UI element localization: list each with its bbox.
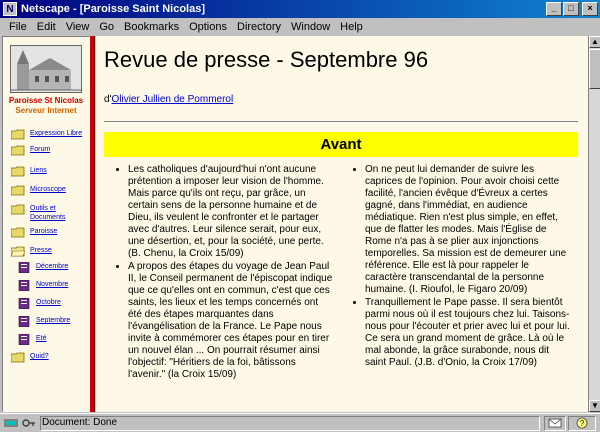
- left-column: [104, 164, 341, 382]
- nav-item-quid[interactable]: [11, 352, 89, 363]
- section-banner: Avant: [104, 132, 578, 157]
- page-title: Revue de presse - Septembre 96: [104, 47, 429, 72]
- progress-icon: [4, 417, 18, 429]
- status-bar: [0, 413, 600, 432]
- window-controls: [546, 2, 598, 16]
- scroll-thumb[interactable]: [589, 49, 600, 89]
- frame-divider[interactable]: [90, 36, 95, 412]
- subnav-link-novembre[interactable]: Novembre: [36, 281, 69, 288]
- menu-go[interactable]: Go: [99, 20, 115, 33]
- byline-prefix: d': [104, 94, 112, 105]
- nav-item-forum[interactable]: [11, 145, 89, 156]
- window-titlebar: [0, 0, 600, 18]
- document-icon: [17, 316, 31, 327]
- nav-item-liens[interactable]: [11, 166, 89, 177]
- nav-link-paroisse[interactable]: Paroisse: [30, 228, 58, 235]
- main-content-frame: [96, 36, 588, 412]
- folder-icon: [11, 145, 25, 156]
- folder-icon: [11, 185, 25, 196]
- divider-rule: [104, 121, 578, 123]
- press-quote: • Les catholiques d'aujourd'hui n'ont aucune prétention a imposer leur vision de l'homme. Mais parce qu'ils ont reçu, par grâce, un certain sens de la personne humaine et de Dieu, ils veulent le confronter et le partager avec d'autres. Leur silence serait, pour eux, une désertion, et, pour la société, une perte. (B. Chenu, la Croix 15/09): [128, 164, 341, 260]
- scroll-up-arrow-icon[interactable]: ▲: [589, 36, 600, 48]
- document-icon: [17, 298, 31, 309]
- subnav-link-octobre[interactable]: Octobre: [36, 299, 61, 306]
- document-icon: [17, 334, 31, 345]
- open-folder-icon: [11, 246, 25, 257]
- nav-item-paroisse[interactable]: [11, 227, 89, 238]
- right-column: [341, 164, 578, 382]
- nav-link-presse[interactable]: Presse: [30, 247, 52, 254]
- maximize-button[interactable]: □: [563, 2, 579, 16]
- close-button[interactable]: ×: [582, 2, 598, 16]
- mail-icon[interactable]: [548, 417, 562, 429]
- church-drawing: [11, 46, 81, 92]
- nav-item-presse[interactable]: [11, 246, 89, 257]
- folder-icon: [11, 129, 25, 140]
- folder-icon: [11, 227, 25, 238]
- subnav-item-ete[interactable]: [17, 334, 89, 345]
- subnav-item-octobre[interactable]: [17, 298, 89, 309]
- svg-text:?: ?: [579, 419, 585, 428]
- nav-link-forum[interactable]: Forum: [30, 146, 51, 153]
- menu-bookmarks[interactable]: Bookmarks: [124, 20, 180, 33]
- subnav-item-septembre[interactable]: [17, 316, 89, 327]
- subnav-link-septembre[interactable]: Septembre: [36, 317, 71, 324]
- nav-item-expression-libre[interactable]: [11, 129, 89, 140]
- menu-edit[interactable]: Edit: [36, 20, 56, 33]
- nav-link-microscope[interactable]: Microscope: [30, 186, 66, 193]
- window-title: Netscape - [Paroisse Saint Nicolas]: [21, 3, 206, 15]
- menu-options[interactable]: Options: [189, 20, 227, 33]
- menu-help[interactable]: Help: [340, 20, 363, 33]
- church-image: [10, 45, 82, 93]
- nav-item-outils-documents[interactable]: [11, 204, 89, 222]
- subnav-item-novembre[interactable]: [17, 280, 89, 291]
- status-text: Document: Done: [42, 417, 118, 428]
- parish-name: Paroisse St Nicolas: [8, 96, 84, 105]
- nav-link-liens[interactable]: Liens: [30, 167, 47, 174]
- nav-item-microscope[interactable]: [11, 185, 89, 196]
- menu-bar: [0, 18, 600, 35]
- subnav-link-ete[interactable]: Eté: [36, 335, 47, 342]
- minimize-button[interactable]: _: [546, 2, 562, 16]
- press-quote: • A propos des étapes du voyage de Jean Paul II, le Conseil permanent de l'épiscopat indique que ce qu'elles ont en commun, c'est que ces saints, les lieux et les temps concernés ont été des étapes marquantes dans l'évangélisation de la France. Le Pape nous invite à commémorer ces étapes pour en tirer un nouvel élan ... On pourrait résumer ainsi l'objectif: "Héritiers de la foi, bâtissons l'avenir." (la Croix 15/09): [128, 261, 341, 381]
- menu-directory[interactable]: Directory: [237, 20, 282, 33]
- press-quote: • Tranquillement le Pape passe. Il sera bientôt parmi nous où il est toujours chez lui. Taisons-nous pour l'écouter et prier avec lui et pour lui. Ce sera un grand moment de grâce. Là où le mal abonde, la grâce surabonde, nous dit saint Paul. (J.B. d'Onio, la Croix 17/09): [365, 297, 578, 369]
- question-icon[interactable]: [575, 417, 589, 429]
- document-icon: [17, 262, 31, 273]
- menu-file[interactable]: File: [9, 20, 27, 33]
- nav-list: [3, 129, 89, 363]
- folder-icon: [11, 166, 25, 177]
- left-nav-frame: [2, 36, 90, 412]
- scroll-down-arrow-icon[interactable]: ▼: [589, 400, 600, 412]
- folder-icon: [11, 204, 25, 215]
- netscape-app-icon: N: [3, 2, 17, 16]
- nav-link-outils-documents[interactable]: Outils et Documents: [30, 205, 66, 221]
- press-quote: • On ne peut lui demander de suivre les caprices de l'opinion. Pour avoir choisi cette facilité, l'ancien évêque d'Évreux a certes gagné, dans l'immédiat, en audience médiatique. Rien n'est plus simple, en effet, que de flatter les modes. Mais l'Église de Rome n'a pas à se plier aux injonctions temporelles. Sa mission est de demeurer une référence. Elle est là pour rappeler le caractère transcendantal de la personne humaine. (I. Rioufol, le Figaro 20/09): [365, 164, 578, 296]
- nav-link-quid[interactable]: Quid?: [30, 353, 49, 360]
- author-link[interactable]: Olivier Jullien de Pommerol: [111, 94, 234, 105]
- subnav-link-decembre[interactable]: Décembre: [36, 263, 69, 270]
- subnav-item-decembre[interactable]: [17, 262, 89, 273]
- menu-view[interactable]: View: [65, 20, 90, 33]
- folder-icon: [11, 352, 25, 363]
- article-columns: [104, 164, 578, 382]
- menu-window[interactable]: Window: [291, 20, 331, 33]
- vertical-scrollbar[interactable]: [588, 36, 600, 412]
- server-label: Serveur Internet: [15, 106, 77, 115]
- document-icon: [17, 280, 31, 291]
- nav-link-expression-libre[interactable]: Expression Libre: [30, 130, 83, 137]
- security-key-icon: [22, 417, 36, 429]
- byline: [104, 94, 588, 105]
